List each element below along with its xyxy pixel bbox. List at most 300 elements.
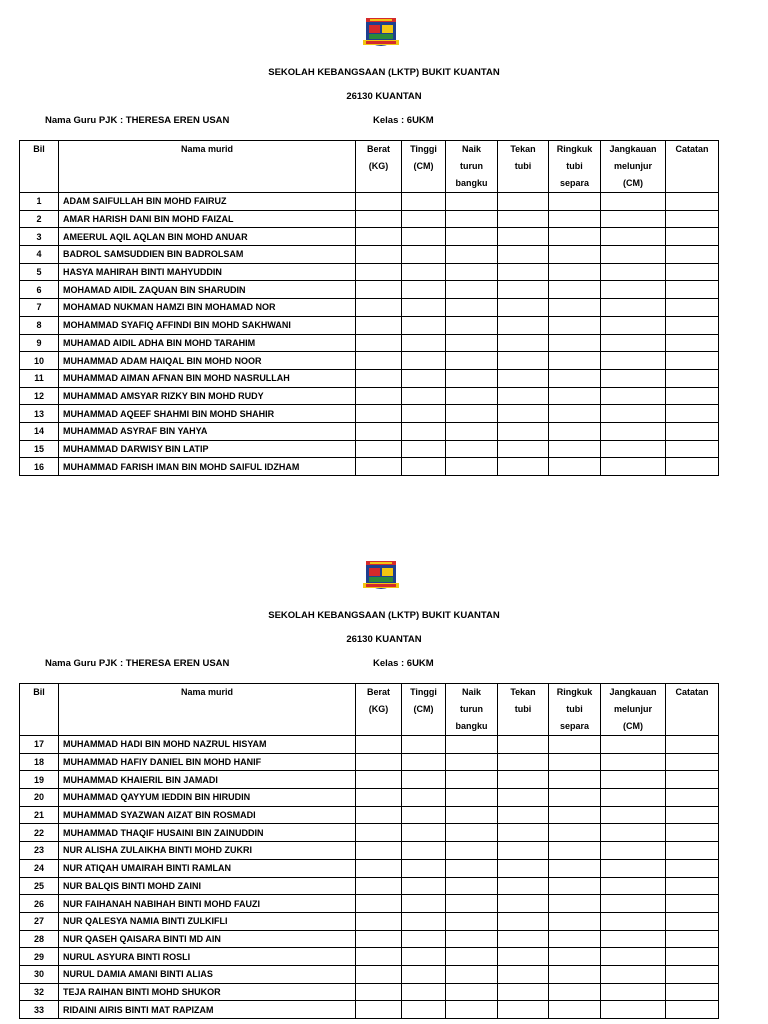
- empty-score-cell[interactable]: [402, 948, 446, 966]
- row-number: 1: [20, 193, 59, 211]
- empty-score-cell[interactable]: [498, 789, 549, 807]
- empty-score-cell[interactable]: [498, 753, 549, 771]
- header-line: Tekan: [510, 687, 536, 697]
- empty-score-cell[interactable]: [402, 912, 446, 930]
- header-berat: [356, 684, 402, 736]
- empty-score-cell[interactable]: [402, 281, 446, 299]
- empty-score-cell[interactable]: [446, 246, 498, 264]
- table-row: [20, 316, 719, 334]
- empty-score-cell[interactable]: [356, 895, 402, 913]
- empty-score-cell[interactable]: [446, 895, 498, 913]
- empty-score-cell[interactable]: [356, 405, 402, 423]
- empty-score-cell[interactable]: [666, 895, 719, 913]
- empty-score-cell[interactable]: [402, 369, 446, 387]
- header-line: separa: [559, 721, 590, 731]
- empty-score-cell[interactable]: [498, 983, 549, 1001]
- empty-score-cell[interactable]: [356, 1001, 402, 1019]
- empty-score-cell[interactable]: [549, 387, 601, 405]
- table-row: [20, 369, 719, 387]
- empty-score-cell[interactable]: [402, 859, 446, 877]
- table-row: [20, 930, 719, 948]
- empty-score-cell[interactable]: [498, 930, 549, 948]
- table-row: [20, 912, 719, 930]
- empty-score-cell[interactable]: [549, 983, 601, 1001]
- empty-score-cell[interactable]: [498, 246, 549, 264]
- empty-score-cell[interactable]: [498, 965, 549, 983]
- empty-score-cell[interactable]: [402, 387, 446, 405]
- empty-score-cell[interactable]: [549, 965, 601, 983]
- empty-score-cell[interactable]: [666, 246, 719, 264]
- empty-score-cell[interactable]: [666, 369, 719, 387]
- empty-score-cell[interactable]: [446, 983, 498, 1001]
- empty-score-cell[interactable]: [402, 334, 446, 352]
- header-line: Jangkauan: [609, 687, 657, 697]
- empty-score-cell[interactable]: [549, 895, 601, 913]
- empty-score-cell[interactable]: [446, 334, 498, 352]
- row-number: 33: [20, 1001, 59, 1019]
- empty-score-cell[interactable]: [498, 263, 549, 281]
- empty-score-cell[interactable]: [666, 210, 719, 228]
- header-nama-murid: [59, 141, 356, 193]
- empty-score-cell[interactable]: [356, 859, 402, 877]
- empty-score-cell[interactable]: [446, 422, 498, 440]
- empty-score-cell[interactable]: [498, 369, 549, 387]
- empty-score-cell[interactable]: [666, 877, 719, 895]
- student-name: MUHAMMAD DARWISY BIN LATIP: [59, 440, 356, 458]
- empty-score-cell[interactable]: [601, 983, 666, 1001]
- empty-score-cell[interactable]: [446, 369, 498, 387]
- empty-score-cell[interactable]: [601, 458, 666, 476]
- empty-score-cell[interactable]: [666, 193, 719, 211]
- empty-score-cell[interactable]: [498, 316, 549, 334]
- empty-score-cell[interactable]: [402, 806, 446, 824]
- empty-score-cell[interactable]: [356, 753, 402, 771]
- table-row: [20, 965, 719, 983]
- empty-score-cell[interactable]: [402, 228, 446, 246]
- empty-score-cell[interactable]: [402, 895, 446, 913]
- empty-score-cell[interactable]: [601, 1001, 666, 1019]
- header-line: Nama murid: [180, 144, 233, 154]
- empty-score-cell[interactable]: [498, 299, 549, 317]
- empty-score-cell[interactable]: [356, 930, 402, 948]
- empty-score-cell[interactable]: [666, 299, 719, 317]
- empty-score-cell[interactable]: [549, 352, 601, 370]
- table-row: [20, 789, 719, 807]
- empty-score-cell[interactable]: [549, 930, 601, 948]
- empty-score-cell[interactable]: [601, 948, 666, 966]
- empty-score-cell[interactable]: [446, 753, 498, 771]
- row-number: 4: [20, 246, 59, 264]
- empty-score-cell[interactable]: [446, 387, 498, 405]
- empty-score-cell[interactable]: [356, 281, 402, 299]
- empty-score-cell[interactable]: [402, 965, 446, 983]
- student-name: MOHAMAD AIDIL ZAQUAN BIN SHARUDIN: [59, 281, 356, 299]
- empty-score-cell[interactable]: [549, 228, 601, 246]
- header-jangkauan-melunjur: [601, 141, 666, 193]
- empty-score-cell[interactable]: [446, 405, 498, 423]
- empty-score-cell[interactable]: [498, 440, 549, 458]
- empty-score-cell[interactable]: [666, 859, 719, 877]
- empty-score-cell[interactable]: [666, 228, 719, 246]
- empty-score-cell[interactable]: [666, 422, 719, 440]
- empty-score-cell[interactable]: [601, 299, 666, 317]
- empty-score-cell[interactable]: [356, 877, 402, 895]
- empty-score-cell[interactable]: [402, 440, 446, 458]
- header-catatan: [666, 141, 719, 193]
- header-line: Tinggi: [410, 144, 437, 154]
- empty-score-cell[interactable]: [498, 842, 549, 860]
- table-header-row: [20, 141, 719, 193]
- empty-score-cell[interactable]: [601, 405, 666, 423]
- table-row: [20, 806, 719, 824]
- header-nama-murid: [59, 684, 356, 736]
- empty-score-cell[interactable]: [446, 859, 498, 877]
- empty-score-cell[interactable]: [446, 352, 498, 370]
- empty-score-cell[interactable]: [446, 771, 498, 789]
- empty-score-cell[interactable]: [356, 334, 402, 352]
- row-number: 14: [20, 422, 59, 440]
- empty-score-cell[interactable]: [549, 422, 601, 440]
- empty-score-cell[interactable]: [549, 369, 601, 387]
- empty-score-cell[interactable]: [498, 228, 549, 246]
- empty-score-cell[interactable]: [356, 228, 402, 246]
- empty-score-cell[interactable]: [601, 369, 666, 387]
- empty-score-cell[interactable]: [666, 281, 719, 299]
- table-row: [20, 1001, 719, 1019]
- empty-score-cell[interactable]: [356, 789, 402, 807]
- empty-score-cell[interactable]: [666, 771, 719, 789]
- empty-score-cell[interactable]: [601, 824, 666, 842]
- row-number: 13: [20, 405, 59, 423]
- empty-score-cell[interactable]: [498, 1001, 549, 1019]
- table-row: [20, 422, 719, 440]
- empty-score-cell[interactable]: [601, 806, 666, 824]
- empty-score-cell[interactable]: [356, 210, 402, 228]
- table-row: [20, 842, 719, 860]
- empty-score-cell[interactable]: [498, 193, 549, 211]
- student-name: MUHAMMAD FARISH IMAN BIN MOHD SAIFUL IDZHAM: [59, 458, 356, 476]
- empty-score-cell[interactable]: [666, 806, 719, 824]
- empty-score-cell[interactable]: [601, 965, 666, 983]
- empty-score-cell[interactable]: [356, 299, 402, 317]
- row-number: 10: [20, 352, 59, 370]
- empty-score-cell[interactable]: [446, 263, 498, 281]
- empty-score-cell[interactable]: [446, 842, 498, 860]
- empty-score-cell[interactable]: [549, 299, 601, 317]
- header-line: Catatan: [675, 687, 709, 697]
- empty-score-cell[interactable]: [402, 299, 446, 317]
- empty-score-cell[interactable]: [498, 771, 549, 789]
- header-bil: [20, 684, 59, 736]
- empty-score-cell[interactable]: [402, 1001, 446, 1019]
- empty-score-cell[interactable]: [446, 458, 498, 476]
- empty-score-cell[interactable]: [601, 246, 666, 264]
- empty-score-cell[interactable]: [601, 859, 666, 877]
- empty-score-cell[interactable]: [446, 806, 498, 824]
- empty-score-cell[interactable]: [666, 753, 719, 771]
- empty-score-cell[interactable]: [666, 842, 719, 860]
- table-row: [20, 753, 719, 771]
- empty-score-cell[interactable]: [402, 930, 446, 948]
- empty-score-cell[interactable]: [666, 263, 719, 281]
- empty-score-cell[interactable]: [402, 405, 446, 423]
- empty-score-cell[interactable]: [498, 912, 549, 930]
- row-number: 19: [20, 771, 59, 789]
- header-bil: [20, 141, 59, 193]
- empty-score-cell[interactable]: [601, 334, 666, 352]
- empty-score-cell[interactable]: [666, 824, 719, 842]
- header-ringkuk-tubi-separa: [549, 141, 601, 193]
- empty-score-cell[interactable]: [356, 824, 402, 842]
- empty-score-cell[interactable]: [549, 877, 601, 895]
- empty-score-cell[interactable]: [601, 842, 666, 860]
- empty-score-cell[interactable]: [601, 877, 666, 895]
- empty-score-cell[interactable]: [601, 263, 666, 281]
- empty-score-cell[interactable]: [498, 806, 549, 824]
- empty-score-cell[interactable]: [549, 842, 601, 860]
- table-row: [20, 983, 719, 1001]
- empty-score-cell[interactable]: [498, 387, 549, 405]
- empty-score-cell[interactable]: [601, 771, 666, 789]
- student-name: HASYA MAHIRAH BINTI MAHYUDDIN: [59, 263, 356, 281]
- table-row: [20, 352, 719, 370]
- empty-score-cell[interactable]: [402, 877, 446, 895]
- empty-score-cell[interactable]: [666, 912, 719, 930]
- empty-score-cell[interactable]: [498, 210, 549, 228]
- empty-score-cell[interactable]: [601, 422, 666, 440]
- empty-score-cell[interactable]: [356, 387, 402, 405]
- header-line: Tekan: [510, 144, 536, 154]
- empty-score-cell[interactable]: [402, 210, 446, 228]
- student-name: MUHAMMAD AQEEF SHAHMI BIN MOHD SHAHIR: [59, 405, 356, 423]
- empty-score-cell[interactable]: [601, 930, 666, 948]
- empty-score-cell[interactable]: [666, 352, 719, 370]
- table-row: [20, 387, 719, 405]
- empty-score-cell[interactable]: [549, 263, 601, 281]
- empty-score-cell[interactable]: [402, 246, 446, 264]
- empty-score-cell[interactable]: [666, 334, 719, 352]
- empty-score-cell[interactable]: [446, 440, 498, 458]
- empty-score-cell[interactable]: [402, 771, 446, 789]
- school-address: 26130 KUANTAN: [346, 91, 422, 102]
- empty-score-cell[interactable]: [549, 912, 601, 930]
- empty-score-cell[interactable]: [601, 789, 666, 807]
- empty-score-cell[interactable]: [402, 789, 446, 807]
- empty-score-cell[interactable]: [356, 369, 402, 387]
- empty-score-cell[interactable]: [402, 422, 446, 440]
- empty-score-cell[interactable]: [601, 440, 666, 458]
- teacher-name: Nama Guru PJK : THERESA EREN USAN: [45, 115, 230, 126]
- empty-score-cell[interactable]: [666, 1001, 719, 1019]
- empty-score-cell[interactable]: [446, 789, 498, 807]
- empty-score-cell[interactable]: [356, 458, 402, 476]
- empty-score-cell[interactable]: [666, 316, 719, 334]
- empty-score-cell[interactable]: [498, 824, 549, 842]
- empty-score-cell[interactable]: [498, 352, 549, 370]
- empty-score-cell[interactable]: [402, 193, 446, 211]
- empty-score-cell[interactable]: [356, 440, 402, 458]
- empty-score-cell[interactable]: [446, 877, 498, 895]
- empty-score-cell[interactable]: [666, 736, 719, 754]
- empty-score-cell[interactable]: [356, 806, 402, 824]
- empty-score-cell[interactable]: [601, 352, 666, 370]
- header-line: tubi: [514, 161, 532, 171]
- empty-score-cell[interactable]: [446, 965, 498, 983]
- empty-score-cell[interactable]: [498, 281, 549, 299]
- school-crest-icon: [362, 18, 400, 52]
- empty-score-cell[interactable]: [549, 824, 601, 842]
- empty-score-cell[interactable]: [549, 281, 601, 299]
- header-line: Ringkuk: [556, 144, 593, 154]
- empty-score-cell[interactable]: [356, 736, 402, 754]
- empty-score-cell[interactable]: [549, 246, 601, 264]
- table-row: [20, 281, 719, 299]
- empty-score-cell[interactable]: [356, 316, 402, 334]
- empty-score-cell[interactable]: [601, 228, 666, 246]
- empty-score-cell[interactable]: [356, 983, 402, 1001]
- empty-score-cell[interactable]: [356, 246, 402, 264]
- table-row: [20, 458, 719, 476]
- empty-score-cell[interactable]: [446, 193, 498, 211]
- teacher-name: Nama Guru PJK : THERESA EREN USAN: [45, 658, 230, 669]
- empty-score-cell[interactable]: [446, 736, 498, 754]
- empty-score-cell[interactable]: [402, 316, 446, 334]
- empty-score-cell[interactable]: [402, 753, 446, 771]
- row-number: 25: [20, 877, 59, 895]
- empty-score-cell[interactable]: [498, 948, 549, 966]
- empty-score-cell[interactable]: [356, 263, 402, 281]
- empty-score-cell[interactable]: [549, 789, 601, 807]
- row-number: 32: [20, 983, 59, 1001]
- empty-score-cell[interactable]: [549, 458, 601, 476]
- empty-score-cell[interactable]: [356, 948, 402, 966]
- header-line: turun: [460, 704, 483, 714]
- empty-score-cell[interactable]: [549, 736, 601, 754]
- header-ringkuk-tubi-separa: [549, 684, 601, 736]
- row-number: 22: [20, 824, 59, 842]
- empty-score-cell[interactable]: [356, 193, 402, 211]
- empty-score-cell[interactable]: [549, 806, 601, 824]
- empty-score-cell[interactable]: [601, 281, 666, 299]
- empty-score-cell[interactable]: [498, 422, 549, 440]
- empty-score-cell[interactable]: [402, 458, 446, 476]
- empty-score-cell[interactable]: [666, 930, 719, 948]
- empty-score-cell[interactable]: [549, 210, 601, 228]
- empty-score-cell[interactable]: [666, 789, 719, 807]
- empty-score-cell[interactable]: [549, 771, 601, 789]
- student-name: MOHAMAD NUKMAN HAMZI BIN MOHAMAD NOR: [59, 299, 356, 317]
- empty-score-cell[interactable]: [549, 859, 601, 877]
- empty-score-cell[interactable]: [446, 824, 498, 842]
- student-name: MUHAMAD AIDIL ADHA BIN MOHD TARAHIM: [59, 334, 356, 352]
- header-berat: [356, 141, 402, 193]
- row-number: 24: [20, 859, 59, 877]
- empty-score-cell[interactable]: [402, 842, 446, 860]
- student-name: MUHAMMAD SYAZWAN AIZAT BIN ROSMADI: [59, 806, 356, 824]
- empty-score-cell[interactable]: [666, 440, 719, 458]
- class-label: Kelas : 6UKM: [373, 115, 434, 126]
- empty-score-cell[interactable]: [666, 965, 719, 983]
- empty-score-cell[interactable]: [356, 352, 402, 370]
- empty-score-cell[interactable]: [666, 983, 719, 1001]
- empty-score-cell[interactable]: [446, 281, 498, 299]
- row-number: 16: [20, 458, 59, 476]
- student-name: MUHAMMAD AMSYAR RIZKY BIN MOHD RUDY: [59, 387, 356, 405]
- empty-score-cell[interactable]: [549, 753, 601, 771]
- empty-score-cell[interactable]: [446, 299, 498, 317]
- row-number: 29: [20, 948, 59, 966]
- empty-score-cell[interactable]: [666, 405, 719, 423]
- empty-score-cell[interactable]: [601, 193, 666, 211]
- empty-score-cell[interactable]: [402, 824, 446, 842]
- empty-score-cell[interactable]: [601, 210, 666, 228]
- empty-score-cell[interactable]: [549, 316, 601, 334]
- empty-score-cell[interactable]: [601, 736, 666, 754]
- row-number: 2: [20, 210, 59, 228]
- empty-score-cell[interactable]: [446, 930, 498, 948]
- empty-score-cell[interactable]: [498, 877, 549, 895]
- empty-score-cell[interactable]: [666, 387, 719, 405]
- empty-score-cell[interactable]: [549, 193, 601, 211]
- empty-score-cell[interactable]: [498, 458, 549, 476]
- empty-score-cell[interactable]: [356, 771, 402, 789]
- empty-score-cell[interactable]: [498, 736, 549, 754]
- empty-score-cell[interactable]: [549, 405, 601, 423]
- header-line: melunjur: [613, 161, 652, 171]
- empty-score-cell[interactable]: [549, 1001, 601, 1019]
- row-number: 9: [20, 334, 59, 352]
- row-number: 7: [20, 299, 59, 317]
- header-line: bangku: [455, 178, 488, 188]
- student-name: NUR FAIHANAH NABIHAH BINTI MOHD FAUZI: [59, 895, 356, 913]
- table-row: [20, 263, 719, 281]
- table-row: [20, 440, 719, 458]
- student-name: NUR QASEH QAISARA BINTI MD AIN: [59, 930, 356, 948]
- empty-score-cell[interactable]: [601, 895, 666, 913]
- empty-score-cell[interactable]: [498, 334, 549, 352]
- empty-score-cell[interactable]: [446, 228, 498, 246]
- empty-score-cell[interactable]: [356, 842, 402, 860]
- empty-score-cell[interactable]: [498, 405, 549, 423]
- empty-score-cell[interactable]: [356, 422, 402, 440]
- empty-score-cell[interactable]: [601, 912, 666, 930]
- empty-score-cell[interactable]: [446, 316, 498, 334]
- empty-score-cell[interactable]: [549, 440, 601, 458]
- table-row: [20, 405, 719, 423]
- empty-score-cell[interactable]: [498, 859, 549, 877]
- empty-score-cell[interactable]: [666, 948, 719, 966]
- empty-score-cell[interactable]: [601, 316, 666, 334]
- empty-score-cell[interactable]: [402, 263, 446, 281]
- row-number: 5: [20, 263, 59, 281]
- empty-score-cell[interactable]: [549, 334, 601, 352]
- empty-score-cell[interactable]: [601, 387, 666, 405]
- empty-score-cell[interactable]: [446, 948, 498, 966]
- empty-score-cell[interactable]: [446, 912, 498, 930]
- empty-score-cell[interactable]: [402, 736, 446, 754]
- empty-score-cell[interactable]: [402, 352, 446, 370]
- empty-score-cell[interactable]: [402, 983, 446, 1001]
- empty-score-cell[interactable]: [666, 458, 719, 476]
- empty-score-cell[interactable]: [356, 912, 402, 930]
- student-name: MUHAMMAD THAQIF HUSAINI BIN ZAINUDDIN: [59, 824, 356, 842]
- empty-score-cell[interactable]: [498, 895, 549, 913]
- empty-score-cell[interactable]: [601, 753, 666, 771]
- empty-score-cell[interactable]: [446, 210, 498, 228]
- empty-score-cell[interactable]: [446, 1001, 498, 1019]
- empty-score-cell[interactable]: [549, 948, 601, 966]
- empty-score-cell[interactable]: [356, 965, 402, 983]
